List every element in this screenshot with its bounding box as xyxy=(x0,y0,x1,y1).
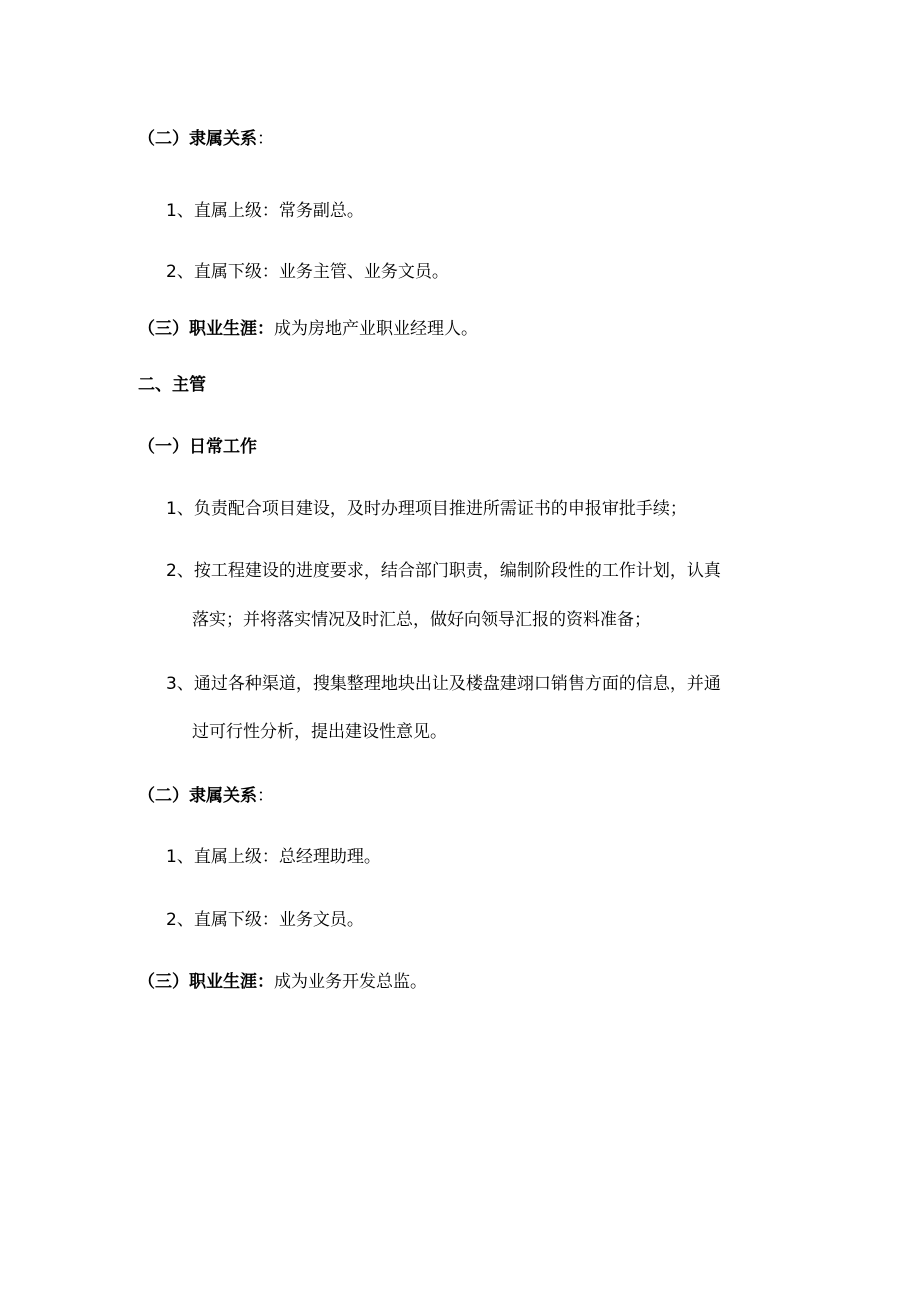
heading-colon: ： xyxy=(257,786,274,806)
section-heading-text: （二）隶属关系 xyxy=(138,786,257,806)
section-body-text: 成为房地产业职业经理人。 xyxy=(274,319,478,339)
item-number: 1 xyxy=(166,847,177,867)
item-text: 负责配合项目建设，及时办理项目推进所需证书的申报审批手续； xyxy=(193,499,687,519)
item-number: 1 xyxy=(166,499,177,519)
item-number: 2 xyxy=(166,262,177,282)
section-career xyxy=(138,972,427,992)
list-item xyxy=(166,262,449,282)
section-body-text: 成为业务开发总监。 xyxy=(274,972,427,992)
item-number: 2 xyxy=(166,561,177,581)
list-item xyxy=(166,910,364,930)
list-item xyxy=(166,847,381,867)
list-item xyxy=(166,201,364,221)
item-number: 3 xyxy=(166,674,177,694)
list-item xyxy=(166,674,721,694)
item-text: 按工程建设的进度要求，结合部门职责，编制阶段性的工作计划，认真 xyxy=(193,561,721,581)
item-number: 1 xyxy=(166,201,177,221)
section-heading-relations xyxy=(138,129,274,149)
list-item-continuation: 过可行性分析，提出建设性意见。 xyxy=(192,722,447,742)
item-text: 通过各种渠道，搜集整理地块出让及楼盘建翊口销售方面的信息，并通 xyxy=(193,674,721,694)
item-separator: 、 xyxy=(176,499,194,519)
item-text: 直属下级：业务主管、业务文员。 xyxy=(193,262,449,282)
list-item-continuation: 落实；并将落实情况及时汇总，做好向领导汇报的资料准备； xyxy=(192,610,651,630)
item-separator: 、 xyxy=(176,674,194,694)
item-separator: 、 xyxy=(176,201,194,221)
item-number: 2 xyxy=(166,910,177,930)
part-title: 二、主管 xyxy=(138,375,206,395)
item-separator: 、 xyxy=(176,910,194,930)
list-item xyxy=(166,561,721,581)
list-item xyxy=(166,499,687,519)
item-separator: 、 xyxy=(176,262,194,282)
section-heading-relations xyxy=(138,786,274,806)
section-heading-text: （三）职业生涯： xyxy=(138,319,274,339)
item-text: 直属上级：总经理助理。 xyxy=(193,847,381,867)
section-heading-text: （三）职业生涯： xyxy=(138,972,274,992)
heading-colon: ： xyxy=(257,129,274,149)
item-separator: 、 xyxy=(176,561,194,581)
item-text: 直属上级：常务副总。 xyxy=(193,201,364,221)
item-separator: 、 xyxy=(176,847,194,867)
section-career xyxy=(138,319,478,339)
item-text: 直属下级：业务文员。 xyxy=(193,910,364,930)
section-heading-daily-work: （一）日常工作 xyxy=(138,437,257,457)
section-heading-text: （二）隶属关系 xyxy=(138,129,257,149)
